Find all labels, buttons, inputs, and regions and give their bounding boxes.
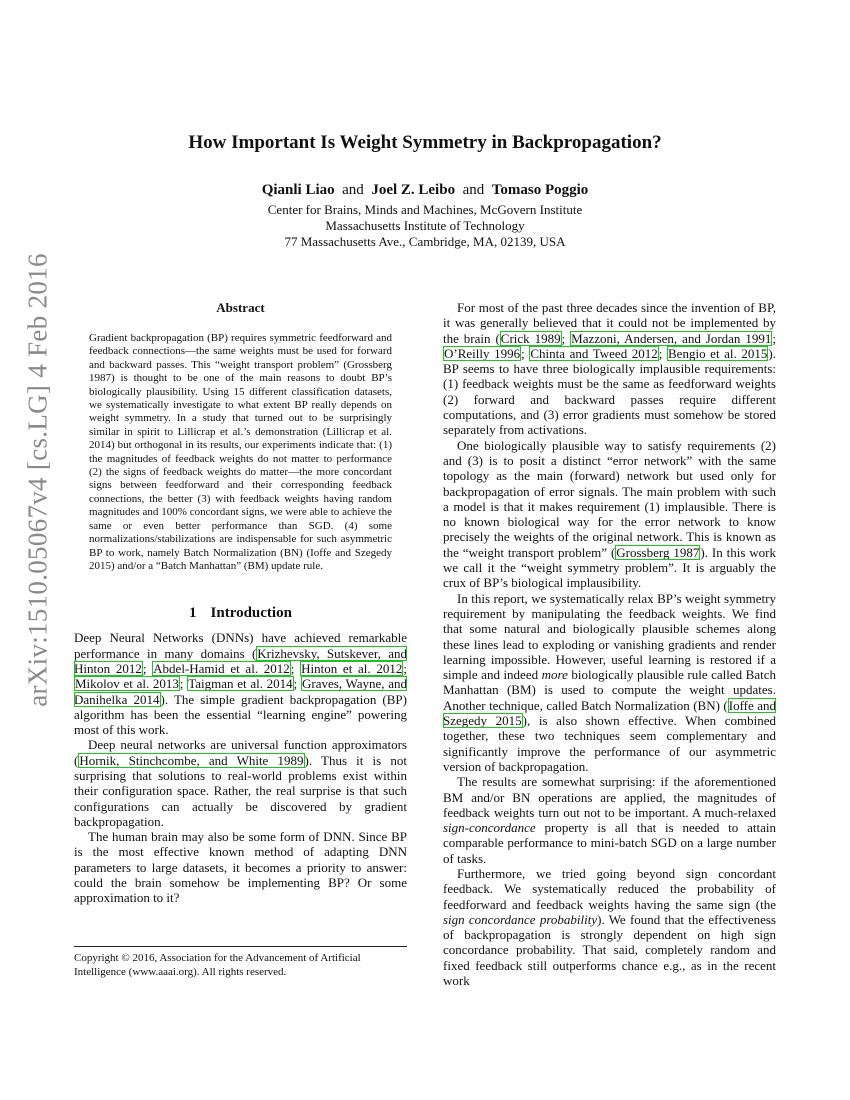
body-paragraph: [443, 774, 776, 866]
section-title: Introduction: [210, 605, 292, 622]
citation-link[interactable]: O’Reilly 1996: [444, 345, 521, 361]
citation-link[interactable]: Mazzoni, Andersen, and Jordan 1991: [571, 330, 772, 346]
text-run: One biologically plausible way to satisfy requirements (2) and (3) is to posit a distinct “error network” with the same topology as the main (forward) network but used only for backpropagation of error signals. The main problem with such a model is that it makes requirement (1) implausible. There is no known biological way for the error network to know precisely the weights of the original network. This is known as the “weight transport problem” (: [443, 437, 776, 560]
emphasis-text: more: [541, 667, 568, 683]
text-run: ), is also shown effective. When combined together, these two techniques seem complementary and significantly improve the performance of our asymmetric version of backpropagation.: [443, 713, 776, 774]
text-run: ). BP seems to have three biologically implausible requirements: (1) feedback weights must be the same as feedforward weights (2) forward and backward passes require different computations, and (3) error gradients must somehow be stored separately from activations.: [443, 345, 776, 438]
author-name: Joel Z. Leibo: [371, 182, 456, 198]
affiliation-line: Center for Brains, Minds and Machines, McGovern Institute: [267, 202, 583, 217]
text-run: biologically plausible rule called Batch Manhattan (BM) is used to compute the weight updates. Another technique, called Batch Normalization (BN) (: [443, 667, 776, 713]
citation-link[interactable]: Mikolov et al. 2013: [75, 676, 179, 692]
text-run: ;: [521, 345, 530, 361]
text-run: In this report, we systematically relax BP’s weight symmetry requirement by manipulating the feedback weights. We find that some natural and biologically plausible schemes along these lines lead to exploding or vanishing gradients and render learning impossible. However, useful learning is restored if a simple and indeed: [443, 590, 776, 683]
intro-paragraph: [74, 737, 407, 829]
citation-link[interactable]: Taigman et al. 2014: [188, 676, 293, 692]
body-paragraph: [443, 866, 776, 988]
text-run: ). We found that the effectiveness of backpropagation is strongly dependent on high sign concordance probability. That said, completely random and fixed feedback still outperforms chance e.g., as in the recent work: [443, 911, 776, 989]
text-run: ). Thus it is not surprising that solutions to real-world problems exist within their configuration space. Rather, the real surprise is that such configurations can actually be discovered by gradient backpropagation.: [74, 752, 407, 829]
author-list: [0, 182, 850, 199]
arxiv-identifier: arXiv:1510.05067v4 [cs.LG] 4 Feb 2016: [22, 253, 53, 707]
text-run: ;: [179, 676, 188, 692]
text-run: ). In this work we call it the “weight symmetry problem”. It is arguably the crux of BP’s biological implausibility.: [443, 544, 776, 591]
text-run: ;: [293, 676, 301, 692]
author-separator: and: [462, 182, 485, 198]
text-run: ;: [290, 660, 301, 676]
body-paragraph: [443, 300, 776, 438]
emphasis-text: sign-concordance: [443, 820, 536, 836]
emphasis-text: sign concordance probability: [443, 911, 598, 927]
citation-link[interactable]: Crick 1989: [500, 330, 561, 346]
text-run: ;: [403, 660, 407, 676]
left-column: [74, 300, 407, 906]
intro-paragraph: The human brain may also be some form of DNN. Since BP is the most effective known method of adapting DNN parameters to large datasets, it becomes a priority to answer: could the brain somehow be implementing BP? Or some approximation to it?: [74, 829, 407, 906]
text-run: For most of the past three decades since the invention of BP, it was generally believed that it could not be implemented by the brain (: [443, 300, 776, 346]
affiliation-line: 77 Massachusetts Ave., Cambridge, MA, 02139, USA: [284, 234, 566, 249]
affiliation-line: Massachusetts Institute of Technology: [325, 218, 525, 233]
citation-link[interactable]: Hinton et al. 2012: [301, 660, 403, 676]
citation-link[interactable]: Ioffe and Szegedy 2015: [443, 697, 777, 729]
section-heading-introduction: [74, 605, 407, 622]
right-column: [443, 300, 776, 988]
author-name: Qianli Liao: [261, 182, 335, 198]
copyright-footnote: Copyright © 2016, Association for the Advancement of Artificial Intelligence (www.aaai.org). All rights reserved.: [74, 946, 407, 979]
body-paragraph: [443, 438, 776, 591]
citation-link[interactable]: Graves, Wayne, and Danihelka 2014: [74, 676, 408, 707]
text-run: Deep Neural Networks (DNNs) have achieved remarkable performance in many domains (: [74, 630, 407, 661]
abstract-heading: Abstract: [216, 300, 265, 315]
body-paragraph: [443, 591, 776, 775]
author-separator: and: [342, 182, 364, 198]
text-run: property is all that is needed to attain comparable performance to mini-batch SGD on a large number of tasks.: [443, 820, 776, 866]
citation-link[interactable]: Abdel-Hamid et al. 2012: [153, 660, 290, 676]
citation-link[interactable]: Krizhevsky, Sutskever, and Hinton 2012: [74, 645, 407, 676]
text-run: ;: [658, 345, 668, 361]
author-name: Tomaso Poggio: [491, 182, 589, 198]
text-run: Deep neural networks are universal function approximators (: [74, 737, 407, 768]
citation-link[interactable]: Hornik, Stinchcombe, and White 1989: [79, 752, 304, 768]
citation-link[interactable]: Bengio et al. 2015: [668, 345, 768, 361]
text-run: ;: [772, 330, 776, 346]
abstract-text: Gradient backpropagation (BP) requires symmetric feedforward and feedback connections—the same weights must be used for forward and backward passes. This “weight transport problem” (Grossberg 1987) is thought to be one of the main reasons to doubt BP’s biologically plausibility. Using 15 different classification datasets, we systematically investigate to what extent BP really depends on weight symmetry. In a study that turned out to be surprisingly similar in spirit to Lillicrap et al.’s demonstration (Lillicrap et al. 2014) but orthogonal in its results, our experiments indicate that: (1) the magnitudes of feedback weights do not matter to performance (2) the signs of feedback weights do matter—the more concordant signs between feedforward and their corresponding feedback connections, the better (3) with feedback weights having random magnitudes and 100% concordant signs, we were able to achieve the same or even better performance than SGD. (4) some normalizations/stabilizations are indispensable for such asymmetric BP to work, namely Batch Normalization (BN) (Ioffe and Szegedy 2015) and/or a “Batch Manhattan” (BM) update rule.: [89, 332, 392, 572]
text-run: ). The simple gradient backpropagation (BP) algorithm has been the essential “learning engine” powering most of this work.: [74, 691, 407, 738]
text-run: Furthermore, we tried going beyond sign concordant feedback. We systematically reduced the probability of feedforward and feedback weights having the same sign (the: [443, 865, 776, 912]
intro-paragraph: [74, 630, 407, 737]
paper-title: How Important Is Weight Symmetry in Backpropagation?: [188, 132, 662, 153]
text-run: The results are somewhat surprising: if the aforementioned BM and/or BN operations are applied, the magnitudes of feedback weights turn out not to be important. A much-relaxed: [443, 774, 776, 820]
section-number: 1: [189, 605, 197, 622]
text-run: ;: [142, 660, 153, 676]
citation-link[interactable]: Grossberg 1987: [616, 544, 700, 560]
citation-link[interactable]: Chinta and Tweed 2012: [530, 345, 658, 361]
text-run: ;: [561, 330, 571, 346]
